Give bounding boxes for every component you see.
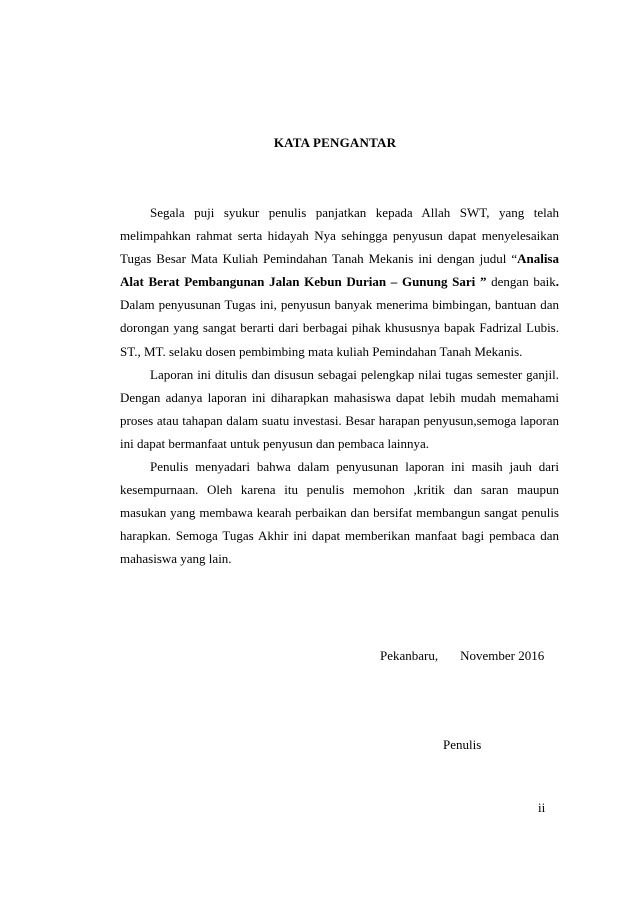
paragraph-3: Penulis menyadari bahwa dalam penyusunan laporan ini masih jauh dari kesempurnaan. Oleh karena itu penulis memohon ,kritik dan saran maupun masukan yang membawa kearah perbaikan dan bersifat membangun sangat penulis harapkan. Semoga Tugas Akhir ini dapat memberikan manfaat bagi pembaca dan mahasiswa yang lain. bbox=[120, 459, 559, 567]
signature-place-date bbox=[380, 648, 544, 664]
bold-period: . bbox=[555, 274, 559, 290]
body-text bbox=[120, 201, 559, 571]
page-number: ii bbox=[538, 800, 546, 815]
paragraph-1 bbox=[120, 201, 559, 363]
paragraph-2: Laporan ini ditulis dan disusun sebagai pelengkap nilai tugas semester ganjil. Dengan adanya laporan ini diharapkan mahasiswa dapat lebih mudah memahami proses atau tahapan dalam suatu investasi. Besar harapan penyusun,semoga laporan ini dapat bermanfaat untuk penyusun dan pembaca lainnya. bbox=[120, 366, 559, 451]
signature-author: Penulis bbox=[443, 737, 482, 752]
paragraph-1-intro: Segala puji syukur penulis panjatkan kepada Allah SWT, yang telah melimpahkan rahmat serta hidayah Nya sehingga penyusun dapat menyelesaikan Tugas Besar Mata Kuliah Pemindahan Tanah Mekanis ini dengan judul “ bbox=[120, 205, 559, 267]
signature-place: Pekanbaru, bbox=[380, 648, 439, 663]
paragraph-1-middle: dengan baik bbox=[486, 274, 556, 290]
page-title: KATA PENGANTAR bbox=[273, 135, 397, 150]
signature-date: November 2016 bbox=[460, 648, 545, 663]
paragraph-1-rest: Dalam penyusunan Tugas ini, penyusun banyak menerima bimbingan, bantuan dan dorongan yang sangat berarti dari berbagai pihak khususnya bapak Fadrizal Lubis. ST., MT. selaku dosen pembimbing mata kuliah Pemindahan Tanah Mekanis. bbox=[120, 297, 559, 359]
report-title-bold: Analisa Alat Berat Pembangunan Jalan Kebun Durian – Gunung Sari ” bbox=[120, 251, 559, 290]
